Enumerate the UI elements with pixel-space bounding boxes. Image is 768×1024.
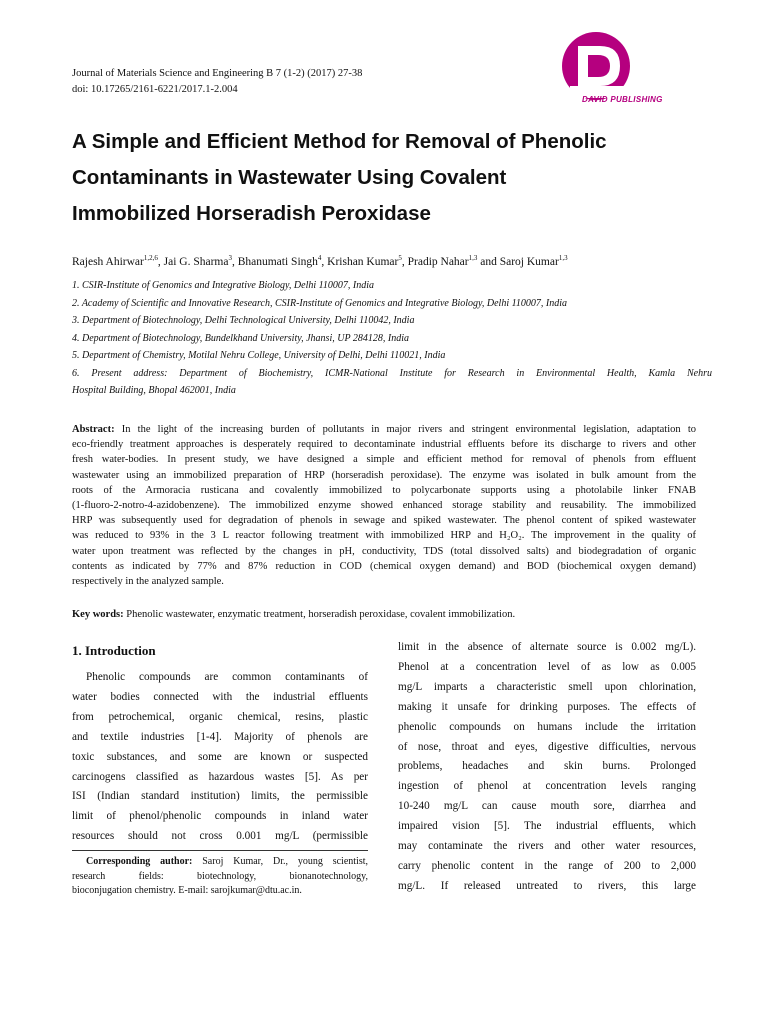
author-affil: 1,3 bbox=[468, 254, 478, 262]
affiliation: Hospital Building, Bhopal 462001, India bbox=[72, 385, 236, 396]
footnote-label: Corresponding author: bbox=[86, 856, 193, 867]
footnote-divider bbox=[72, 850, 368, 851]
paper-title bbox=[72, 124, 712, 232]
abstract-line: wastewater using an immobilized preparation of HRP (horseradish peroxidase). The enzyme was isolated in bulk amount from the bbox=[72, 469, 696, 481]
abstract bbox=[72, 422, 696, 589]
author-affil: 1,3 bbox=[558, 254, 568, 262]
keywords-label: Key words: bbox=[72, 609, 124, 620]
publisher-name: DAVID PUBLISHING bbox=[582, 95, 663, 104]
body-line: mg/L. If released untreated to rivers, this large bbox=[398, 879, 696, 892]
author-affil: 5 bbox=[398, 254, 402, 262]
section-heading: 1. Introduction bbox=[72, 643, 156, 658]
body-line: limit of phenol/phenolic compounds in inland water bbox=[72, 810, 368, 823]
right-column bbox=[398, 638, 696, 897]
abstract-line: eco-friendly treatment approaches is desperately required to decontaminate industrial effluents before its discharge to rivers and other bbox=[72, 439, 696, 451]
abstract-line: (1-fluoro-2-notro-4-azidobenzene). The immobilized enzyme showed enhanced storage stability and reusability. The immobilized bbox=[72, 500, 696, 512]
abstract-line: was reduced to 93% in the 3 L reactor following treatment with immobilized HRP and H₂O₂. The improvement in the quality of bbox=[72, 530, 696, 542]
author-name: Rajesh Ahirwar bbox=[72, 255, 144, 268]
body-line: carry phenolic content in the range of 200 to 2,000 bbox=[398, 859, 696, 872]
affiliations bbox=[72, 277, 712, 400]
corresponding-author-note bbox=[72, 855, 368, 899]
author-name: Saroj Kumar bbox=[499, 255, 559, 268]
affiliation: 6. Present address: Department of Biochemistry, ICMR-National Institute for Research in Environmental Health, Kamla Nehru bbox=[72, 367, 712, 379]
body-line: carcinogens classified as hazardous wastes [5]. As per bbox=[72, 770, 368, 783]
body-line: ISI (Indian standard institution) limits, the permissible bbox=[72, 790, 368, 803]
body-line: Phenol at a concentration level of as low as 0.005 bbox=[398, 660, 696, 673]
footnote-line: research fields: biotechnology, bionanotechnology, bbox=[72, 870, 368, 882]
abstract-line: respectively in the analyzed sample. bbox=[72, 576, 224, 588]
author-affil: 3 bbox=[228, 254, 232, 262]
affiliation: 1. CSIR-Institute of Genomics and Integrative Biology, Delhi 110007, India bbox=[72, 280, 374, 291]
body-line: toxic substances, and some are known or suspected bbox=[72, 750, 368, 763]
body-line: mg/L imparts a characteristic smell upon chlorination, bbox=[398, 680, 696, 693]
affiliation: 4. Department of Biotechnology, Bundelkhand University, Jhansi, UP 284128, India bbox=[72, 332, 409, 344]
body-line: ingestion of phenol at concentration levels ranging bbox=[398, 780, 696, 793]
body-line: 10-240 mg/L can cause mouth sore, diarrhea and bbox=[398, 800, 696, 813]
footnote-line: Saroj Kumar, Dr., young scientist, bbox=[192, 856, 368, 867]
body-line: resources should not cross 0.001 mg/L (permissible bbox=[72, 830, 368, 843]
author-name: Krishan Kumar bbox=[327, 255, 399, 268]
intro-paragraph-left bbox=[72, 668, 368, 847]
body-line: Phenolic compounds are common contaminants of bbox=[86, 671, 368, 683]
body-line: making it unsafe for drinking purposes. The effects of bbox=[398, 700, 696, 713]
author-name: Jai G. Sharma bbox=[163, 255, 229, 268]
author-list: Rajesh Ahirwar$^{1,2,6}$, Jai G. Sharma$^3$, Bhanumati Singh$^4$, Krishan Kumar$^5$, Pradip Nahar$^{1,3}$ and Saroj Kumar$^{1,3}$ bbox=[72, 254, 568, 268]
abstract-line: water upon treatment was reflected by the changes in pH, conductivity, TDS (total dissolved salts) and biodegradation of organic bbox=[72, 545, 696, 557]
body-line: and textile industries [1-4]. Majority of phenols are bbox=[72, 730, 368, 743]
abstract-label: Abstract: bbox=[72, 424, 115, 435]
abstract-line: fresh water-bodies. In present study, we have designed a simple and efficient method for removal of phenols from effluent bbox=[72, 454, 696, 466]
abstract-line: roots of the Armoracia rusticana and covalently immobilized to polycarbonate supports using a photolabile linker FNAB bbox=[72, 484, 696, 496]
body-line: water bodies connected with the industrial effluents bbox=[72, 690, 368, 703]
body-line: problems, headaches and skin burns. Prolonged bbox=[398, 760, 696, 773]
affiliation: 3. Department of Biotechnology, Delhi Technological University, Delhi 110042, India bbox=[72, 315, 415, 326]
journal-info bbox=[72, 66, 362, 98]
affiliation: 2. Academy of Scientific and Innovative Research, CSIR-Institute of Genomics and Integrative Biology, Delhi 110007, India bbox=[72, 297, 567, 309]
title-line: Immobilized Horseradish Peroxidase bbox=[72, 202, 431, 225]
keywords bbox=[72, 609, 712, 620]
abstract-line: HRP was subsequently used for degradation of phenols in sewage and spiked wastewater. The phenol content of spiked wastewater bbox=[72, 515, 696, 527]
footnote-line: bioconjugation chemistry. E-mail: sarojkumar@dtu.ac.in. bbox=[72, 885, 302, 896]
intro-paragraph-right bbox=[398, 638, 696, 897]
keywords-text: Phenolic wastewater, enzymatic treatment, horseradish peroxidase, covalent immobilization. bbox=[123, 609, 516, 620]
body-line: limit in the absence of alternate source is 0.002 mg/L). bbox=[398, 641, 696, 653]
body-line: from petrochemical, organic chemical, resins, plastic bbox=[72, 710, 368, 723]
abstract-line: In the light of the increasing burden of pollutants in major rivers and stringent environmental legislation, adaptation to bbox=[114, 424, 696, 435]
journal-doi: doi: 10.17265/2161-6221/2017.1-2.004 bbox=[72, 84, 238, 95]
journal-citation: Journal of Materials Science and Engineering B 7 (1-2) (2017) 27-38 bbox=[72, 68, 363, 79]
body-line: of nose, throat and eyes, digestive difficulties, nervous bbox=[398, 740, 696, 753]
author-name: Bhanumati Singh bbox=[237, 255, 318, 268]
affiliation: 5. Department of Chemistry, Motilal Nehru College, University of Delhi, Delhi 110021, India bbox=[72, 350, 446, 361]
body-line: may contaminate the rivers and other water resources, bbox=[398, 840, 696, 853]
author-affil: 1,2,6 bbox=[143, 254, 158, 262]
author-affil: 4 bbox=[317, 254, 322, 262]
title-line: A Simple and Efficient Method for Removal of Phenolic bbox=[72, 130, 607, 153]
body-line: impaired vision [5]. The industrial effluents, which bbox=[398, 820, 696, 833]
abstract-line: contents as indicated by 77% and 87% reduction in COD (chemical oxygen demand) and BOD (biochemical oxygen demand) bbox=[72, 560, 696, 572]
left-column bbox=[72, 640, 368, 843]
title-line: Contaminants in Wastewater Using Covalent bbox=[72, 166, 507, 189]
author-name: Pradip Nahar bbox=[407, 255, 469, 268]
body-line: phenolic compounds on humans include the irritation bbox=[398, 720, 696, 733]
